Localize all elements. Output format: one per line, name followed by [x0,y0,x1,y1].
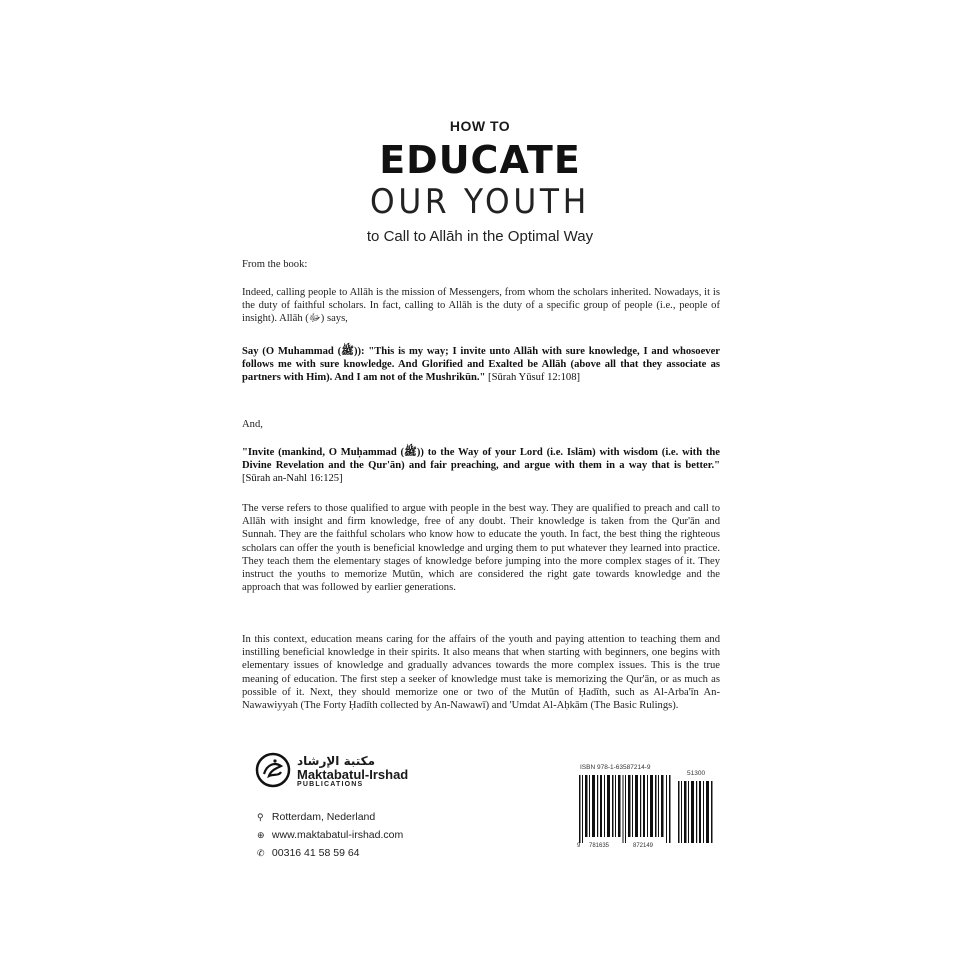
globe-icon: ⊕ [257,830,265,840]
paragraph-2: The verse refers to those qualified to argue with people in the best way. They are qualified to preach and call to Allāh with insight and firm knowledge, free of any doubt. Their knowledge is taken from the Qur'ān and Sunnah. They are the faithful scholars who know how to educate the youth. In fact, the best thing the righteous scholars can offer the youth is beneficial knowledge and urging them to put whatever they learned into practice. They teach them the elementary stages of knowledge before jumping into the more complex stages of it. They instruct the youths to memorize Mutūn, which are considered the right gate towards knowledge and the approach that was followed by earlier generations. [242,503,720,594]
title-our-youth: OUR YOUTH [370,182,590,222]
isbn-text: ISBN 978-1-63587214-9 [580,764,651,771]
quote-2 [242,446,720,486]
isbn-barcode [577,775,673,843]
whatsapp-icon: ✆ [257,848,265,858]
price-barcode [677,781,715,843]
contact-website[interactable] [257,829,403,841]
and-text: And, [242,419,263,430]
contact-phone [257,847,360,859]
barcode-block [577,764,717,854]
publisher-block [255,752,425,792]
subtitle: to Call to Allāh in the Optimal Way [366,228,594,245]
barcode-digits-left: 781635 [589,843,610,849]
quote-1 [242,345,720,385]
barcode-digit-prefix: 9 [577,843,581,849]
contact-location [257,811,375,823]
quote-1-ref: [Sūrah Yūsuf 12:108] [488,372,581,384]
publisher-sub: PUBLICATIONS [297,781,364,788]
quote-2-text: "Invite (mankind, O Muḥammad (ﷺ)) to the Way of your Lord (i.e. Islām) with wisdom (i.e. with the Divine Revelation and the Qur'ān) and fair preaching, and argue with them in a way that is better." [242,447,720,472]
quote-2-ref: [Sūrah an-Nahl 16:125] [242,473,343,485]
quote-1-text: Say (O Muhammad (ﷺ)): "This is my way; I invite unto Allāh with sure knowledge, I and whosoever follows me with sure knowledge. And Glorified and Exalted be Allāh (above all that they associate as partners with Him). And I am not of the Mushrikūn." [242,346,720,384]
contact-website-text[interactable]: www.maktabatul-irshad.com [271,829,404,841]
title-how-to: HOW TO [449,118,511,134]
publisher-arabic: مكتبة الإرشاد [297,754,376,768]
intro-text: From the book: [242,259,308,270]
barcode-digits-right: 872149 [633,843,654,849]
contact-location-text: Rotterdam, Nederland [271,811,376,823]
paragraph-3: In this context, education means caring for the affairs of the youth and paying attention to teaching them and instilling beneficial knowledge in their spirits. It also means that when starting with beginners, one begins with elementary issues of knowledge and gradually advances towards the more complex issues. This is the true meaning of education. The first step a seeker of knowledge must take is memorizing the Qur'ān, or as much as possible of it. Next, they should memorize one or two of the Mutūn of Ḥadīth, such as Al-Arba'īn An-Nawawiyyah (The Forty Ḥadīth collected by An-Nawawī) and 'Umdat Al-Aḥkām (The Basic Rulings). [242,634,720,712]
price-code: 51300 [687,770,706,777]
contact-phone-text: 00316 41 58 59 64 [271,847,360,859]
paragraph-1: Indeed, calling people to Allāh is the mission of Messengers, from whom the scholars inherited. Nowadays, it is the duty of faithful scholars. In fact, calling to Allāh is the duty of a specific group of people (i.e., people of insight). Allāh (ﷻ) says, [242,287,720,325]
publisher-name: Maktabatul-Irshad [297,767,409,782]
title-educate: EDUCATE [379,138,581,182]
calligraphy-logo-icon [255,752,291,788]
pin-icon: ⚲ [257,812,264,822]
